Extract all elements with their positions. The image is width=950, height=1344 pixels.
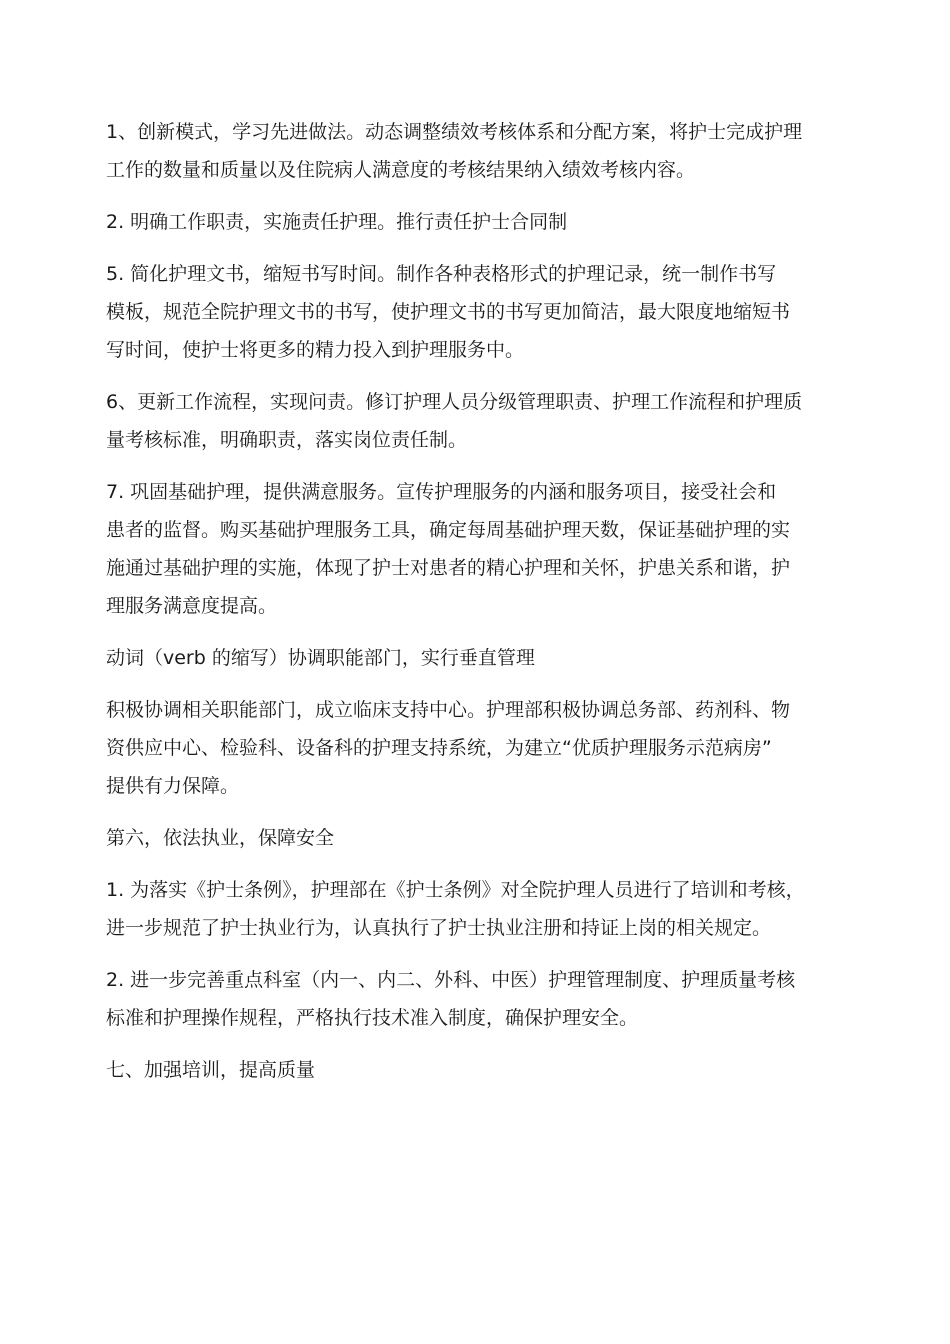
text-line: 写时间，使护士将更多的精力投入到护理服务中。: [106, 339, 525, 361]
text-line: 1、创新模式，学习先进做法。动态调整绩效考核体系和分配方案，将护士完成护理: [106, 121, 803, 143]
text-line: 积极协调相关职能部门，成立临床支持中心。护理部积极协调总务部、药剂科、物: [106, 699, 791, 721]
paragraph-3: [106, 255, 862, 369]
text-line: 6、更新工作流程，实现问责。修订护理人员分级管理职责、护理工作流程和护理质: [106, 391, 803, 413]
text-line: 施通过基础护理的实施，体现了护士对患者的精心护理和关怀，护患关系和谐，护: [106, 557, 791, 579]
paragraph-8: [106, 819, 862, 857]
text-line: 动词（verb 的缩写）协调职能部门，实行垂直管理: [106, 647, 535, 669]
text-line: 5. 简化护理文书，缩短书写时间。制作各种表格形式的护理记录，统一制作书写: [106, 263, 777, 285]
paragraph-4: [106, 383, 862, 459]
text-line: 量考核标准，明确职责，落实岗位责任制。: [106, 429, 468, 451]
text-line: 工作的数量和质量以及住院病人满意度的考核结果纳入绩效考核内容。: [106, 159, 696, 181]
text-line: 标准和护理操作规程，严格执行技术准入制度，确保护理安全。: [106, 1007, 639, 1029]
paragraph-2: [106, 203, 862, 241]
text-line: 进一步规范了护士执业行为，认真执行了护士执业注册和持证上岗的相关规定。: [106, 917, 772, 939]
text-line: 患者的监督。购买基础护理服务工具，确定每周基础护理天数，保证基础护理的实: [106, 519, 791, 541]
paragraph-1: [106, 113, 862, 189]
text-line: 提供有力保障。: [106, 775, 240, 797]
text-line: 模板，规范全院护理文书的书写，使护理文书的书写更加简洁，最大限度地缩短书: [106, 301, 791, 323]
text-line: 2. 进一步完善重点科室（内一、内二、外科、中医）护理管理制度、护理质量考核: [106, 969, 796, 991]
text-line: 资供应中心、检验科、设备科的护理支持系统，为建立“优质护理服务示范病房”: [106, 737, 772, 759]
text-line: 第六，依法执业，保障安全: [106, 827, 335, 849]
text-line: 2. 明确工作职责，实施责任护理。推行责任护士合同制: [106, 211, 568, 233]
paragraph-11: [106, 1051, 862, 1089]
paragraph-7: [106, 691, 862, 805]
text-line: 7. 巩固基础护理，提供满意服务。宣传护理服务的内涵和服务项目，接受社会和: [106, 481, 777, 503]
paragraph-10: [106, 961, 862, 1037]
paragraph-6: [106, 639, 862, 677]
text-line: 1. 为落实《护士条例》，护理部在《护士条例》对全院护理人员进行了培训和考核，: [106, 879, 805, 901]
text-line: 七、加强培训，提高质量: [106, 1059, 316, 1081]
paragraph-9: [106, 871, 862, 947]
text-line: 理服务满意度提高。: [106, 595, 278, 617]
paragraph-5: [106, 473, 862, 625]
